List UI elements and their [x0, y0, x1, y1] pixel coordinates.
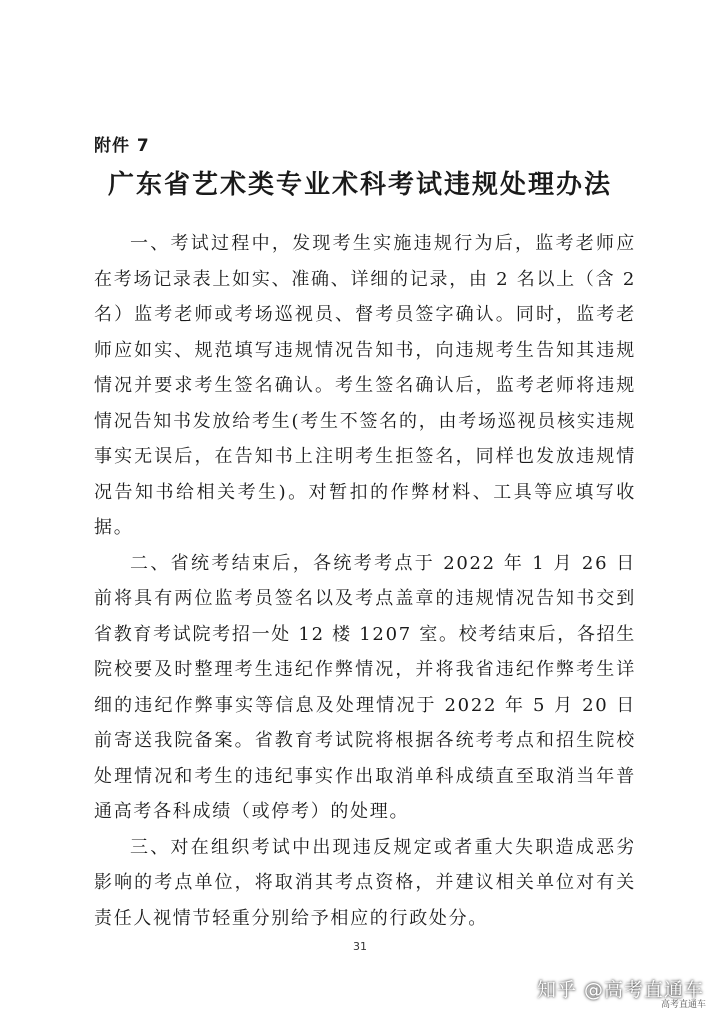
paragraph-1: 一、考试过程中，发现考生实施违规行为后，监考老师应在考场记录表上如实、准确、详细的记录，由 2 名以上（含 2 名）监考老师或考场巡视员、督考员签字确认。同时，监考老师应如实、规范填写违规情况告知书，向违规考生告知其违规情况并要求考生签名确认。考生签名确认后，监考老师将违规情况告知书发放给考生(考生不签名的，由考场巡视员核实违规事实无误后，在告知书上注明考生拒签名，同样也发放违规情况告知书给相关考生)。对暂扣的作弊材料、工具等应填写收据。: [94, 233, 636, 538]
paragraph-2: 二、省统考结束后，各统考考点于 2022 年 1 月 26 日前将具有两位监考员签名以及考点盖章的违规情况告知书交到省教育考试院考招一处 12 楼 1207 室。校考结束后，各招生院校要及时整理考生违纪作弊情况，并将我省违纪作弊考生详细的违纪作弊事实等信息及处理情况于 2022 年 5 月 20 日前寄送我院备案。省教育考试院将根据各统考考点和招生院校处理情况和考生的违纪事实作出取消单科成绩直至取消当年普通高考各科成绩（或停考）的处理。: [94, 552, 636, 822]
watermark-subtext: 高考直通车: [660, 1000, 706, 1010]
document-title: 广东省艺术类专业术科考试违规处理办法: [107, 170, 612, 200]
page-number: 31: [353, 940, 367, 953]
document-body: [94, 226, 636, 936]
attachment-label: 附件 7: [94, 136, 150, 156]
zhihu-watermark: 知乎 @高考直通车: [536, 979, 704, 1001]
paragraph-3: 三、对在组织考试中出现违反规定或者重大失职造成恶劣影响的考点单位，将取消其考点资格，并建议相关单位对有关责任人视情节轻重分别给予相应的行政处分。: [94, 836, 636, 929]
